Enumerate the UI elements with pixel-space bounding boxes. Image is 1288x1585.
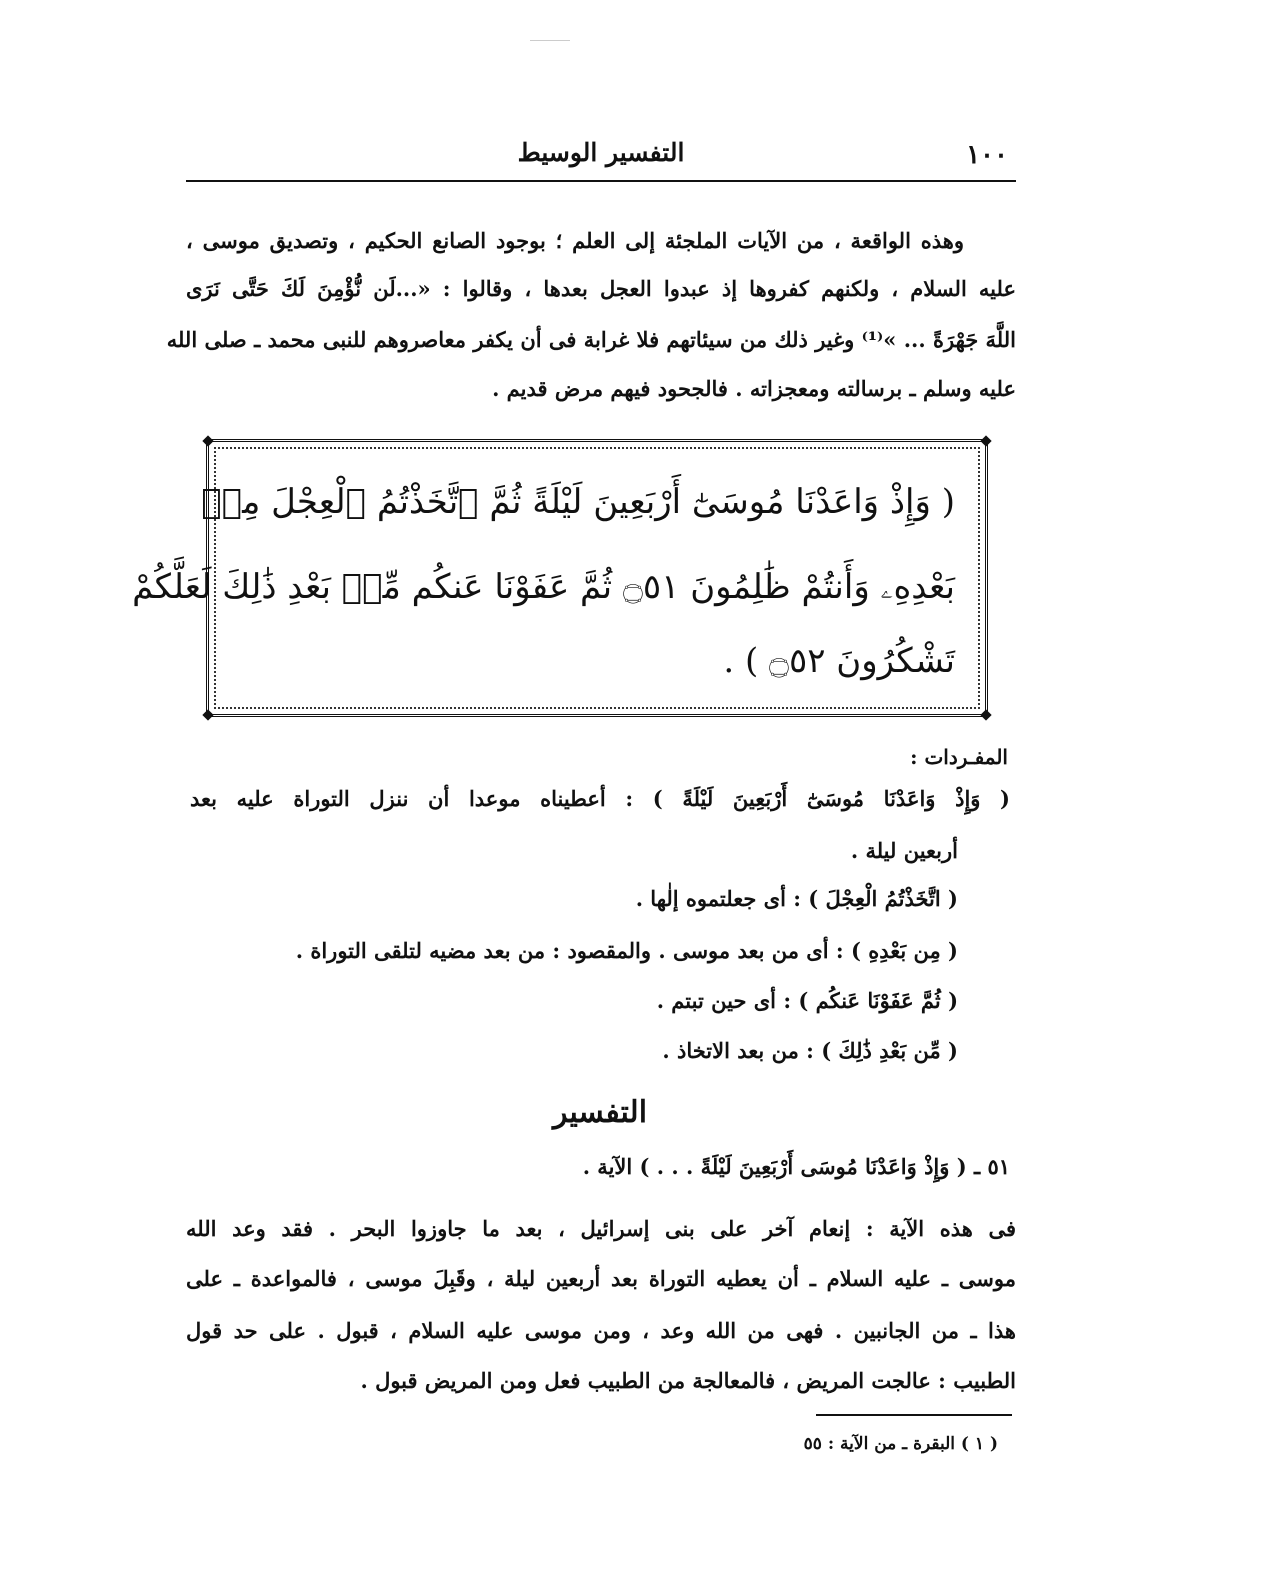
vocabulary-item: ( وَإِذْ وَاعَدْنَا مُوسَىٰٓ أَرْبَعِينَ لَيْلَةً ) : أعطيناه موعدا أن ننزل التوراة عليه بعد: [190, 786, 1010, 811]
tafsir-heading: التفسير: [552, 1095, 648, 1130]
book-title: التفسير الوسيط: [517, 138, 685, 167]
footnote: ( ١ ) البقرة ـ من الآية : ٥٥: [803, 1434, 998, 1454]
vocabulary-heading: المفـردات :: [910, 745, 1008, 769]
page-number: ١٠٠: [966, 140, 1008, 170]
intro-line: وهذه الواقعة ، من الآيات الملجئة إلى العلم ؛ بوجود الصانع الحكيم ، وتصديق موسى ،: [186, 228, 964, 253]
intro-line: عليه السلام ، ولكنهم كفروها إذ عبدوا العجل بعدها ، وقالوا : «...لَن نُّؤْمِنَ لَكَ حَتَّى نَرَى: [186, 276, 1016, 301]
ornament-corner: [202, 435, 213, 446]
ornament-corner: [202, 709, 213, 720]
tafsir-verse-reference: ٥١ ـ ( وَإِذْ وَاعَدْنَا مُوسَى أَرْبَعِينَ لَيْلَةً . . . ) الآية .: [582, 1154, 1010, 1179]
tafsir-line: الطبيب : عالجت المريض ، فالمعالجة من الطبيب فعل ومن المريض قبول .: [360, 1368, 1016, 1393]
vocabulary-item: ( مِّن بَعْدِ ذَٰلِكَ ) : من بعد الاتخاذ .: [662, 1038, 958, 1063]
quran-verse-box: [132, 439, 988, 717]
intro-line: اللَّهَ جَهْرَةً ... »⁽¹⁾ وغير ذلك من سيئاتهم فلا غرابة فى أن يكفر معاصروهم للنبى محمد ـ صلى الله: [166, 327, 1016, 352]
ornament-corner: [980, 435, 991, 446]
vocabulary-item: ( مِن بَعْدِهِ ) : أى من بعد موسى . والمقصود : من بعد مضيه لتلقى التوراة .: [295, 938, 958, 963]
verse-line: ( وَإِذْ وَاعَدْنَا مُوسَىٰٓ أَرْبَعِينَ لَيْلَةً ثُمَّ ٱتَّخَذْتُمُ ٱلْعِجْلَ مِنۢ: [201, 482, 955, 522]
vocabulary-item: ( ثُمَّ عَفَوْنَا عَنكُم ) : أى حين تبتم .: [656, 988, 958, 1013]
tafsir-line: فى هذه الآية : إنعام آخر على بنى إسرائيل ، بعد ما جاوزوا البحر . فقد وعد الله: [186, 1216, 1016, 1241]
ornament-corner: [980, 709, 991, 720]
verse-line: تَشْكُرُونَ ۝٥٢ ) .: [723, 641, 955, 681]
vocabulary-item: أربعين ليلة .: [850, 838, 958, 863]
tafsir-line: هذا ـ من الجانبين . فهى من الله وعد ، ومن موسى عليه السلام ، قبول . على حد قول: [186, 1318, 1016, 1343]
scan-mark: [530, 40, 570, 41]
running-header: [186, 132, 1016, 182]
intro-line: عليه وسلم ـ برسالته ومعجزاته . فالجحود فيهم مرض قديم .: [492, 376, 1016, 401]
tafsir-line: موسى ـ عليه السلام ـ أن يعطيه التوراة بعد أربعين ليلة ، وقَبِلَ موسى ، فالمواعدة ـ على: [186, 1266, 1016, 1291]
vocabulary-item: ( اتَّخَذْتُمُ الْعِجْلَ ) : أى جعلتموه إلٰها .: [635, 886, 958, 911]
footnote-divider: [816, 1414, 1012, 1416]
verse-line: بَعْدِهِۦ وَأَنتُمْ ظَٰلِمُونَ ۝٥١ ثُمَّ عَفَوْنَا عَنكُم مِّنۢ بَعْدِ ذَٰلِكَ لَعَلَّكُمْ: [132, 567, 955, 607]
